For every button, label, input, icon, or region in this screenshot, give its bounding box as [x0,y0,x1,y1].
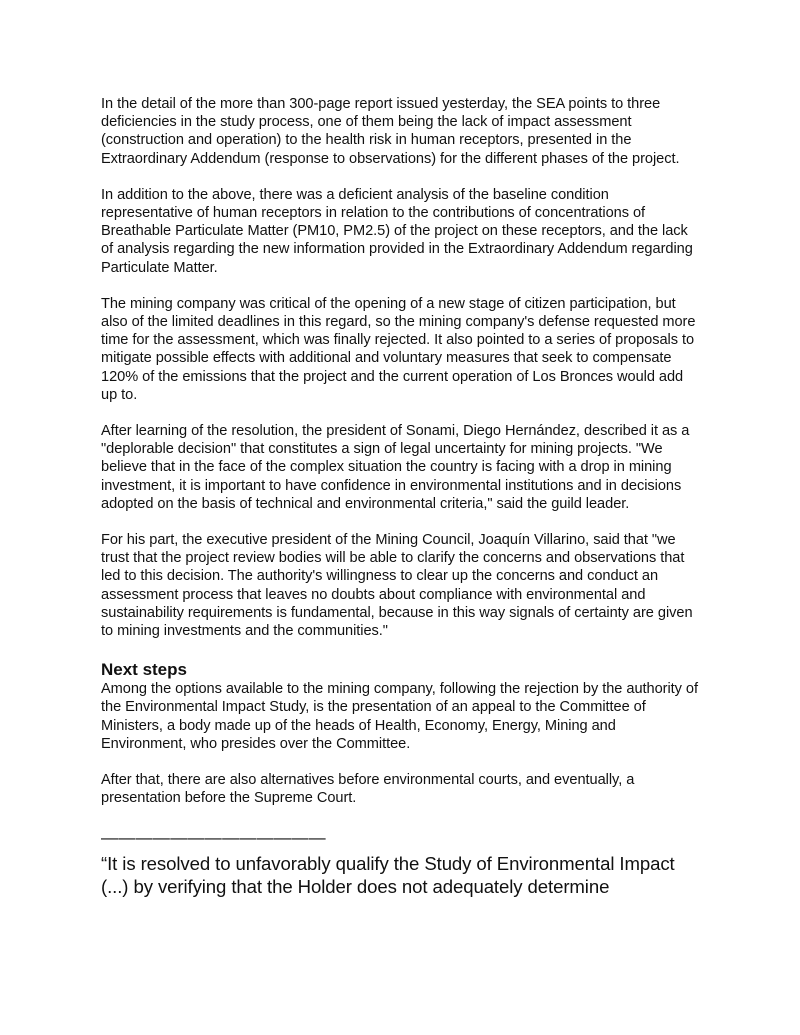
paragraph-baseline-analysis: In addition to the above, there was a deficient analysis of the baseline condition representative of human receptors in relation to the contributions of concentrations of Breathable Particulate Matter (PM10, PM2.5) of the project on these receptors, and the lack of analysis regarding the new information provided in the Extraordinary Addendum regarding Particulate Matter. [101,186,693,276]
paragraph-sonami-president: After learning of the resolution, the president of Sonami, Diego Hernández, described it as a "deplorable decision" that constitutes a sign of legal uncertainty for mining projects. "We believe that in the face of the complex situation the country is facing with a drop in mining investment, it is important to have confidence in environmental institutions and in decisions adopted on the basis of technical and environmental criteria," said the guild leader. [101,423,690,512]
paragraph-mining-council: For his part, the executive president of the Mining Council, Joaquín Villarino, said that "we trust that the project review bodies will be able to clarify the concerns and observations that led to this decision. The authority's willingness to clear up the concerns and conduct an assessment process that leaves no doubts about compliance with environmental and sustainability requirements is fundamental, because in this way signals of certainty are given to mining investments and the communities." [101,532,693,640]
paragraph-next-steps-options: Among the options available to the mining company, following the rejection by the authority of the Environmental Impact Study, is the presentation of an appeal to the Committee of Ministers, a body made up of the heads of Health, Economy, Energy, Mining and Environment, who presides over the Committee. [101,681,698,752]
paragraph-sea-report: In the detail of the more than 300-page report issued yesterday, the SEA points to three deficiencies in the study process, one of them being the lack of impact assessment (construction and operation) to the health risk in human receptors, presented in the Extraordinary Addendum (response to observations) for the different phases of the project. [101,96,680,167]
paragraph-mining-company: The mining company was critical of the opening of a new stage of citizen participation, but also of the limited deadlines in this regard, so the mining company's defense requested more time for the assessment, which was finally rejected. It also pointed to a series of proposals to mitigate possible effects with additional and voluntary measures that seek to compensate 120% of the emissions that the project and the current operation of Los Bronces would add up to. [101,295,696,403]
section-heading-next-steps: Next steps [101,660,187,680]
paragraph-next-steps-courts: After that, there are also alternatives before environmental courts, and eventually, a presentation before the Supreme Court. [101,772,635,807]
document-page [101,95,701,898]
divider-line: ————————————— [101,827,326,847]
resolution-quote: “It is resolved to unfavorably qualify the Study of Environmental Impact (...) by verifying that the Holder does not adequately determine [101,852,675,897]
